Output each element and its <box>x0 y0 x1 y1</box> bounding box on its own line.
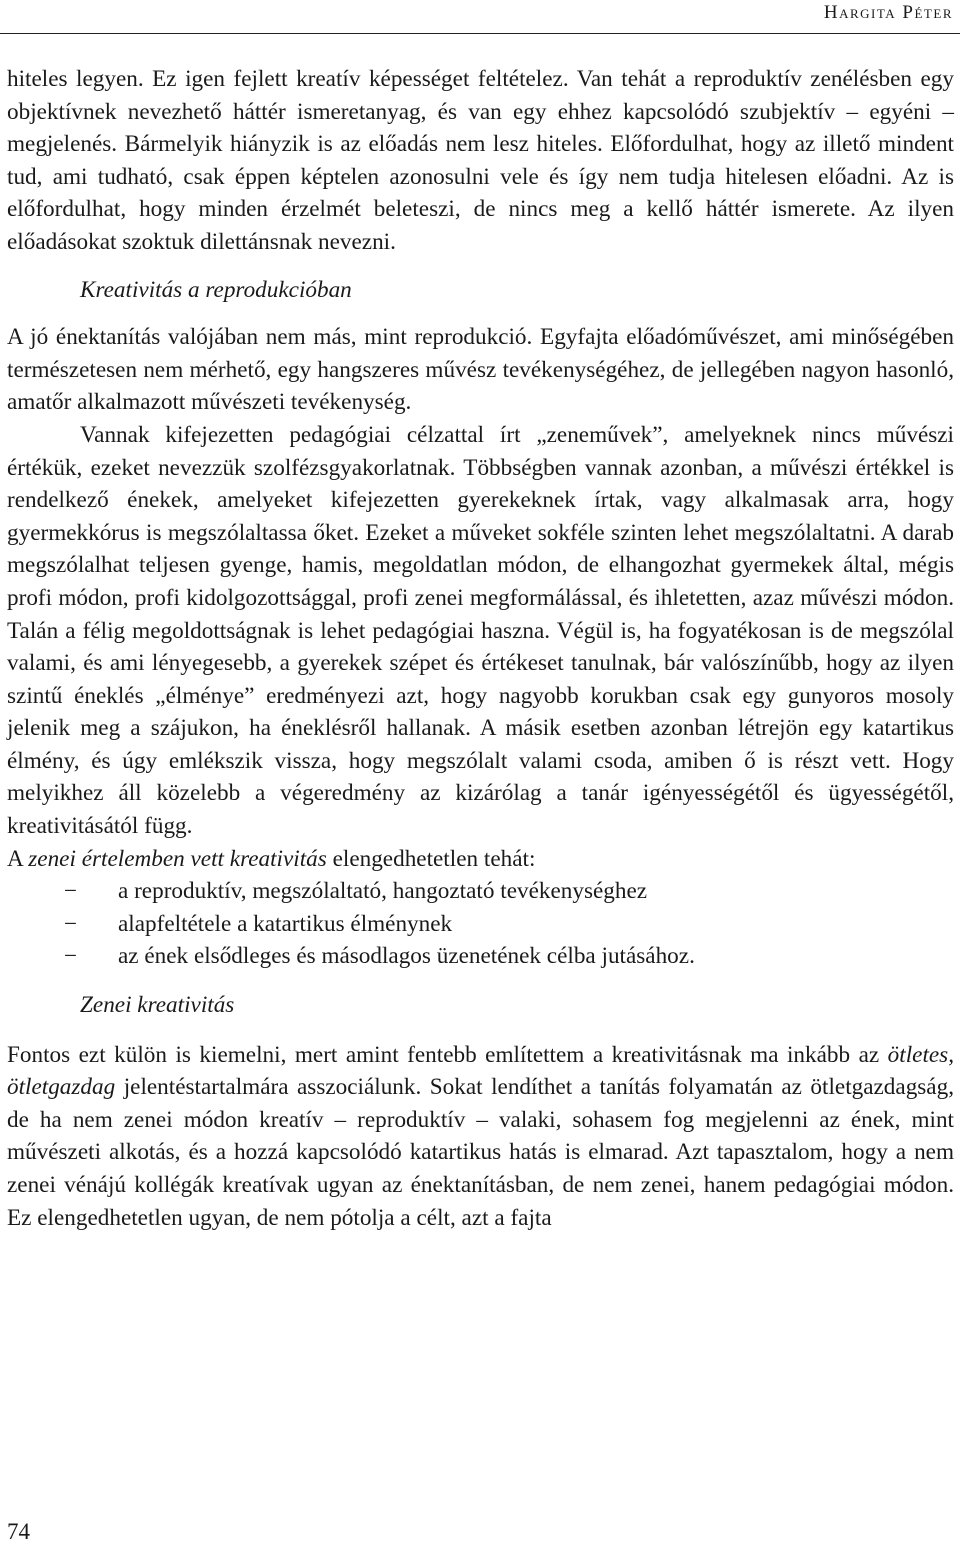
paragraph-1: hiteles legyen. Ez igen fejlett kreatív képességet feltételez. Van tehát a reproduktív zenélésben egy objektívnek nevezhető háttér ismeretanyag, és van egy ehhez kapcsolódó szubjektív – egyéni – megjelenés. Bármelyik hiányzik is az előadás nem lesz hiteles. Előfordulhat, hogy az illető mindent tud, ami tudható, csak éppen képtelen azonosulni vele és így nem tudja hitelesen előadni. Az is előfordulhat, hogy minden érzelmét beleteszi, de nincs meg a kellő háttér ismerete. Az ilyen előadásokat szoktuk dilettánsnak nevezni. <box>7 66 954 255</box>
list-item-text: az ének elsődleges és másodlagos üzenetének célba jutásához. <box>118 943 695 970</box>
list-item <box>7 940 954 973</box>
list-item <box>7 908 954 941</box>
list-item <box>7 875 954 908</box>
body-text <box>7 63 954 1234</box>
paragraph-2: A jó énektanítás valójában nem más, mint reprodukció. Egyfajta előadóművészet, ami minőségében természetesen nem mérhető, egy hangszeres művész tevékenységéhez, de jellegében nagyon hasonló, amatőr alkalmazott művészeti tevékenység. <box>7 324 954 416</box>
paragraph-5-emphasis: ötletes, ötletgazdag <box>7 1041 954 1101</box>
paragraph-3: Vannak kifejezetten pedagógiai célzattal írt „zeneművek”, amelyeknek nincs művészi értékük, ezeket nevezzük szolfézsgyakorlatnak. Többségben vannak azonban, a művészi értékkel is rendelkező énekek, amelyeket kifejezetten gyerekeknek írtak, vagy alkalmasak arra, hogy gyermekkórus is megszólaltassa őket. Ezeket a műveket sokféle szinten lehet megszólaltatni. A darab megszólalhat teljesen gyenge, hamis, megoldatlan módon, de elhangozhat gyermekek által, mégis profi módon, profi kidolgozottsággal, profi zenei megformálással, és ihletetten, azaz művészi módon. Talán a félig megoldottságnak is lehet pedagógiai haszna. Végül is, ha fogyatékosan is de megszólal valami, és ami lényegesebb, a gyerekek szépet és értékeset tanulnak, bár valószínűbb, hogy az ilyen szintű éneklés „élménye” eredményezi azt, hogy nagyobb korukban csak egy gunyoros mosoly jelenik meg a szájukon, ha éneklésről hallanak. A másik esetben azonban létrejön egy katartikus élmény, és úgy emlékszik vissza, hogy megszólalt valami csoda, amiben ő is részt vett. Hogy melyikhez áll közelebb a végeredmény az kizárólag a tanár igényességétől és ügyességétől, kreativitásától függ. <box>7 421 954 840</box>
paragraph-5-prefix: Fontos ezt külön is kiemelni, mert amint fentebb említettem a kreativitásnak ma inkább az <box>7 1041 888 1068</box>
header-rule <box>0 33 960 34</box>
list-item-text: a reproduktív, megszólaltató, hangoztató tevékenységhez <box>118 878 648 905</box>
paragraph-4-emphasis: zenei értelemben vett kreativitás <box>28 845 327 872</box>
dash-marker: − <box>63 910 77 937</box>
paragraph-5-suffix: jelentéstartalmára asszociálunk. Sokat lendíthet a tanítás folyamatán az ötletgazdagság, de ha nem zenei módon kreatív – reproduktív – valaki, sohasem fog megjelenni az ének, mint művészeti alkotás, és a hozzá kapcsolódó katartikus hatás is elmarad. Azt tapasztalom, hogy a nem zenei vénájú kollégák kreatívak ugyan az énektanításban, de nem zenei, hanem pedagógiai módon. Ez elengedhetetlen ugyan, de nem pótolja a célt, azt a fajta <box>7 1074 954 1231</box>
dash-list <box>7 875 954 973</box>
dash-marker: − <box>63 878 77 905</box>
paragraph-4-prefix: A <box>7 845 29 872</box>
list-item-text: alapfeltétele a katartikus élménynek <box>118 910 453 937</box>
paragraph-4-suffix: elengedhetetlen tehát: <box>326 845 536 872</box>
section-heading-zenei-kreativitas: Zenei kreativitás <box>80 992 235 1019</box>
running-head: Hargita Péter <box>823 2 953 23</box>
section-heading-kreativitas-reprodukcio: Kreativitás a reprodukcióban <box>80 276 352 303</box>
dash-marker: − <box>63 943 77 970</box>
page-number: 74 <box>7 1519 30 1544</box>
paragraph-4 <box>7 843 954 876</box>
paragraph-5 <box>7 1039 954 1235</box>
